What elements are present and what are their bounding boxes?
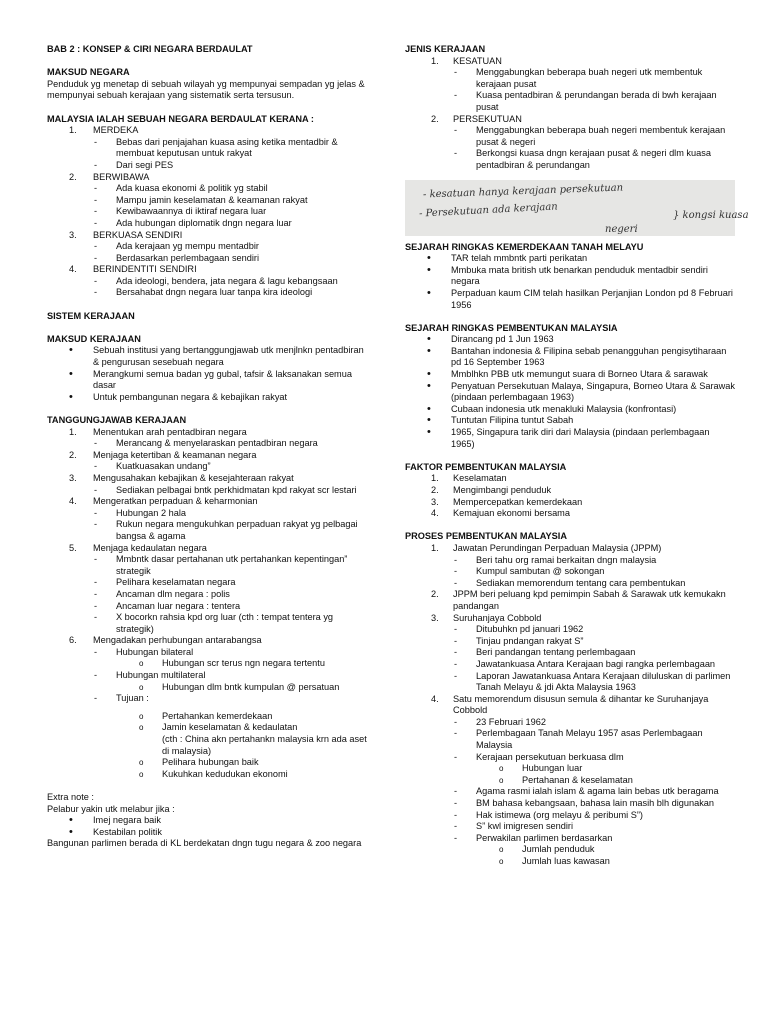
list-item: • TAR telah mmbntk parti perikatan [405, 253, 735, 265]
berdaulat-heading: MALAYSIA IALAH SEBUAH NEGARA BERDAULAT KERANA : [47, 113, 314, 124]
faktor-heading: FAKTOR PEMBENTUKAN MALAYSIA [405, 461, 567, 472]
list-item: • Cubaan indonesia utk menakluki Malaysia (konfrontasi) [405, 404, 735, 416]
list-item: - S” kwl imigresen sendiri [453, 821, 735, 833]
list-item: o Hubungan dlm bntk kumpulan @ persatuan [116, 682, 367, 694]
jenis-kerajaan-heading: JENIS KERAJAAN [405, 44, 486, 54]
list-item: 4. Kemajuan ekonomi bersama [431, 508, 570, 519]
list-item: - 23 Februari 1962 [453, 717, 735, 729]
list-item: - Mmbntk dasar pertahanan utk pertahankan kepentingan” strategik [93, 554, 367, 577]
right-column [405, 44, 749, 868]
list-item: o Pertahankan kemerdekaan [116, 711, 367, 723]
list-item: - Berkongsi kuasa dngn kerajaan pusat & negeri dlm kuasa pentadbiran & perundangan [453, 148, 735, 171]
list-item: - Pelihara keselamatan negara [93, 577, 367, 589]
sistem-kerajaan-heading: SISTEM KERAJAAN [47, 310, 135, 321]
handwritten-line: - kesatuan hanya kerajaan persekutuan [422, 182, 624, 201]
proses-heading: PROSES PEMBENTUKAN MALAYSIA [405, 531, 567, 542]
list-item: o Jamin keselamatan & kedaulatan [116, 722, 367, 734]
list-item: - Beri pandangan tentang perlembagaan [453, 647, 735, 659]
list-item: 2. JPPM beri peluang kpd pemimpin Sabah & Sarawak utk kemukakn pandangan [431, 589, 726, 611]
maksud-kerajaan-list [47, 345, 367, 403]
list-item: 2. Mengimbangi penduduk [431, 485, 552, 495]
handwritten-line: negeri [605, 223, 638, 235]
list-item: • Merangkumi semua badan yg gubal, tafsir & laksanakan semua dasar [47, 369, 367, 392]
list-item: o Kukuhkan kedudukan ekonomi [116, 769, 367, 781]
list-item: • Dirancang pd 1 Jun 1963 [405, 334, 735, 346]
list-item: - Bebas dari penjajahan kuasa asing ketika mentadbir & membuat keputusan untuk rakyat [93, 137, 367, 160]
pembentukan-heading: SEJARAH RINGKAS PEMBENTUKAN MALAYSIA [405, 322, 618, 333]
list-item: - Berdasarkan perlembagaan sendiri [93, 253, 367, 265]
list-item: 3. Mempercepatkan kemerdekaan [431, 496, 583, 507]
list-item: 1. Menentukan arah pentadbiran negara - Merancang & menyelaraskan pentadbiran negara [47, 427, 367, 450]
proses-list [405, 543, 735, 868]
list-item: - Ada hubungan diplomatik dngn negara luar [93, 218, 367, 230]
list-item: - Perwakilan parlimen berdasarkan o Jumlah penduduk o Jumlah luas kawasan [453, 833, 735, 868]
list-item: • Perpaduan kaum CIM telah hasilkan Perjanjian London pd 8 Februari 1956 [405, 288, 735, 311]
kemerdekaan-heading: SEJARAH RINGKAS KEMERDEKAAN TANAH MELAYU [405, 241, 644, 252]
jenis-kerajaan-list [405, 56, 735, 172]
list-item: - Bersahabat dngn negara luar tanpa kira ideologi [93, 287, 367, 299]
extra-note-line: Bangunan parlimen berada di KL berdekatan dngn tugu negara & zoo negara [47, 838, 362, 849]
list-item: o Hubungan luar [476, 763, 735, 775]
list-item: - Mampu jamin keselamatan & keamanan rakyat [93, 195, 367, 207]
handwritten-note-image [405, 180, 749, 236]
list-item: - Kuasa pentadbiran & perundangan berada di bwh kerajaan pusat [453, 90, 735, 113]
list-item: 3. BERKUASA SENDIRI - Ada kerajaan yg mempu mentadbir - Berdasarkan perlembagaan sendiri [47, 230, 367, 265]
list-item: o Jumlah penduduk [476, 844, 735, 856]
list-item: 4. Mengeratkan perpaduan & keharmonian - Hubungan 2 hala - Rukun negara mengukuhkan perpaduan rakyat yg pelbagai bangsa & agama [47, 496, 367, 542]
maksud-negara-heading: MAKSUD NEGARA [47, 67, 130, 78]
list-item: - Sediakan memorendum tentang cara pembentukan [453, 578, 735, 590]
list-item: 4. BERINDENTITI SENDIRI - Ada ideologi, bendera, jata negara & lagu kebangsaan - Bersahabat dngn negara luar tanpa kira ideologi [47, 264, 367, 299]
list-item: - Ada ideologi, bendera, jata negara & lagu kebangsaan [93, 276, 367, 288]
list-item: - Tujuan : o Pertahankan kemerdekaan o Jamin keselamatan & kedaulatan (cth : China akn pertahankn malaysia krn ada aset di malaysia) o Pelihara hubungan baik o Kukuhkan kedudukan ekonomi [93, 693, 367, 780]
list-item: 1. Keselamatan [431, 473, 507, 484]
list-item: 2. BERWIBAWA - Ada kuasa ekonomi & politik yg stabil - Mampu jamin keselamatan & keamanan rakyat - Kewibawaannya di iktiraf negara luar - Ada hubungan diplomatik dngn negara luar [47, 172, 367, 230]
list-item: • Kestabilan politik [47, 827, 367, 839]
left-column [47, 44, 367, 850]
list-item: - Kerajaan persekutuan berkuasa dlm o Hubungan luar o Pertahanan & keselamatan [453, 752, 735, 787]
list-item: - Ada kuasa ekonomi & politik yg stabil [93, 183, 367, 195]
maksud-negara-text: Penduduk yg menetap di sebuah wilayah yg mempunyai sempadan yg jelas & mempunyai sebuah kerajaan yang sistematik serta tersusun. [47, 78, 365, 101]
list-item: - Hubungan multilateral o Hubungan dlm bntk kumpulan @ persatuan [93, 670, 367, 693]
list-item: - Ancaman dlm negara : polis [93, 589, 367, 601]
list-item: 1. MERDEKA - Bebas dari penjajahan kuasa asing ketika mentadbir & membuat keputusan untuk rakyat - Dari segi PES [47, 125, 367, 171]
faktor-list [405, 473, 735, 519]
list-item: - Sediakan pelbagai bntk perkhidmatan kpd rakyat scr lestari [93, 485, 367, 497]
extra-note-heading: Extra note : [47, 792, 94, 802]
document-title: BAB 2 : KONSEP & CIRI NEGARA BERDAULAT [47, 44, 253, 54]
maksud-kerajaan-heading: MAKSUD KERAJAAN [47, 333, 141, 344]
extra-note-line: Pelabur yakin utk melabur jika : [47, 803, 175, 814]
pembentukan-list [405, 334, 735, 450]
list-item: 2. PERSEKUTUAN - Menggabungkan beberapa buah negeri membentuk kerajaan pusat & negeri - Berkongsi kuasa dngn kerajaan pusat & negeri dlm kuasa pentadbiran & perundangan [405, 114, 735, 172]
handwritten-line: } kongsi kuasa [673, 209, 749, 221]
list-item: - Jawatankuasa Antara Kerajaan bagi rangka perlembagaan [453, 659, 735, 671]
kemerdekaan-list [405, 253, 735, 311]
list-item: • Sebuah institusi yang bertanggungjawab utk menjlnkn pentadbiran & pengurusan sesebuah negara [47, 345, 367, 368]
list-item: 6. Mengadakan perhubungan antarabangsa - Hubungan bilateral o Hubungan scr terus ngn negara tertentu - Hubungan multilateral o Hubungan dlm bntk kumpulan @ persatuan - Tujuan : o Pertahankan kemerdekaan o Jamin keselamatan & kedaulatan (cth : China akn pertahankn malaysia krn ada aset di malaysia) o Pelihara hubungan baik o Kukuhkan kedudukan ekonomi [47, 635, 367, 780]
list-item: 3. Suruhanjaya Cobbold - Ditubuhkn pd januari 1962 - Tinjau pndangan rakyat S” - Beri pandangan tentang perlembagaan - Jawatankuasa Antara Kerajaan bagi rangka perlembagaan - Laporan Jawatankuasa Antara Kerajaan diluluskan di parlimen Tanah Melayu & jdi Akta Malaysia 1963 [405, 613, 735, 694]
list-item: - Menggabungkan beberapa buah negeri utk membentuk kerajaan pusat [453, 67, 735, 90]
list-item: - Kuatkuasakan undang” [93, 461, 367, 473]
list-item: • Untuk pembangunan negara & kebajikan rakyat [47, 392, 367, 404]
list-item: - Hubungan 2 hala [93, 508, 367, 520]
list-item: - Menggabungkan beberapa buah negeri membentuk kerajaan pusat & negeri [453, 125, 735, 148]
list-item: - Hubungan bilateral o Hubungan scr terus ngn negara tertentu [93, 647, 367, 670]
list-item: - Laporan Jawatankuasa Antara Kerajaan diluluskan di parlimen Tanah Melayu & jdi Akta Malaysia 1963 [453, 671, 735, 694]
tujuan-note: (cth : China akn pertahankn malaysia krn ada aset di malaysia) [162, 734, 367, 756]
list-item: - Agama rasmi ialah islam & agama lain bebas utk beragama [453, 786, 735, 798]
list-item: - Beri tahu org ramai berkaitan dngn malaysia [453, 555, 735, 567]
list-item: - Tinjau pndangan rakyat S” [453, 636, 735, 648]
list-item: o Jumlah luas kawasan [476, 856, 735, 868]
tanggungjawab-heading: TANGGUNGJAWAB KERAJAAN [47, 415, 187, 425]
list-item: - Dari segi PES [93, 160, 367, 172]
list-item: - X bocorkn rahsia kpd org luar (cth : tempat tentera yg strategik) [93, 612, 367, 635]
list-item: - Kewibawaannya di iktiraf negara luar [93, 206, 367, 218]
list-item: • Bantahan indonesia & Filipina sebab penangguhan pengisytiharaan pd 16 September 1963 [405, 346, 735, 369]
list-item: - Kumpul sambutan @ sokongan [453, 566, 735, 578]
list-item: • Mmbuka mata british utk benarkan penduduk mentadbir sendiri negara [405, 265, 735, 288]
tanggungjawab-list [47, 427, 367, 781]
list-item: - Perlembagaan Tanah Melayu 1957 asas Perlembagaan Malaysia [453, 728, 735, 751]
list-item: - BM bahasa kebangsaan, bahasa lain masih blh digunakan [453, 798, 735, 810]
list-item: o Pertahanan & keselamatan [476, 775, 735, 787]
list-item: 2. Menjaga ketertiban & keamanan negara - Kuatkuasakan undang” [47, 450, 367, 473]
list-item: - Ada kerajaan yg mempu mentadbir [93, 241, 367, 253]
list-item: • Imej negara baik [47, 815, 367, 827]
list-item: - Rukun negara mengukuhkan perpaduan rakyat yg pelbagai bangsa & agama [93, 519, 367, 542]
berdaulat-list [47, 125, 367, 299]
list-item: - Merancang & menyelaraskan pentadbiran negara [93, 438, 367, 450]
handwritten-line: - Persekutuan ada kerajaan [418, 200, 559, 220]
list-item: - Ditubuhkn pd januari 1962 [453, 624, 735, 636]
extra-note-list [47, 815, 367, 838]
list-item: 5. Menjaga kedaulatan negara - Mmbntk dasar pertahanan utk pertahankan kepentingan” strategik - Pelihara keselamatan negara - Ancaman dlm negara : polis - Ancaman luar negara : tentera - X bocorkn rahsia kpd org luar (cth : tempat tentera yg strategik) [47, 543, 367, 636]
list-item: 1. Jawatan Perundingan Perpaduan Malaysia (JPPM) - Beri tahu org ramai berkaitan dngn malaysia - Kumpul sambutan @ sokongan - Sediakan memorendum tentang cara pembentukan [405, 543, 735, 589]
list-item: • Penyatuan Persekutuan Malaya, Singapura, Borneo Utara & Sarawak (pindaan perlembagaan 1963) [405, 381, 735, 404]
list-item: 3. Mengusahakan kebajikan & kesejahteraan rakyat - Sediakan pelbagai bntk perkhidmatan kpd rakyat scr lestari [47, 473, 367, 496]
list-item: o Pelihara hubungan baik [116, 757, 367, 769]
list-item: 1. KESATUAN - Menggabungkan beberapa buah negeri utk membentuk kerajaan pusat - Kuasa pentadbiran & perundangan berada di bwh kerajaan pusat [405, 56, 735, 114]
list-item: 4. Satu memorendum disusun semula & dihantar ke Suruhanjaya Cobbold - 23 Februari 1962 - Perlembagaan Tanah Melayu 1957 asas Perlembagaan Malaysia - Kerajaan persekutuan berkuasa dlm o Hubungan luar o Pertahanan & keselamatan - Agama rasmi ialah islam & agama lain bebas utk beragama - BM bahasa kebangsaan, bahasa lain masih blh digunakan - Hak istimewa (org melayu & peribumi S”) - S” kwl imigresen sendiri - Perwakilan parlimen berdasarkan o Jumlah penduduk o Jumlah luas kawasan [405, 694, 735, 868]
list-item: • Tuntutan Filipina tuntut Sabah [405, 415, 735, 427]
list-item: - Ancaman luar negara : tentera [93, 601, 367, 613]
list-item: • 1965, Singapura tarik diri dari Malaysia (pindaan perlembagaan 1965) [405, 427, 735, 450]
list-item: - Hak istimewa (org melayu & peribumi S”) [453, 810, 735, 822]
list-item: • Mmblhkn PBB utk memungut suara di Borneo Utara & sarawak [405, 369, 735, 381]
list-item: o Hubungan scr terus ngn negara tertentu [116, 658, 367, 670]
